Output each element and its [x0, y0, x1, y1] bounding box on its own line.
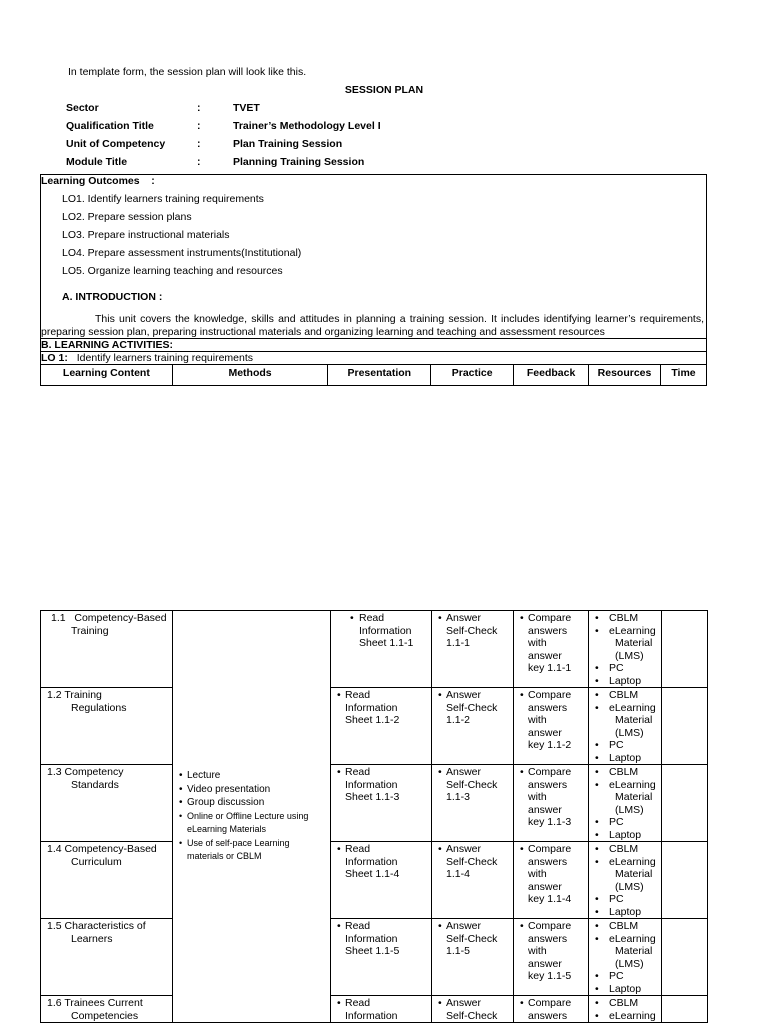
learning-outcomes-heading: Learning Outcomes :	[41, 175, 155, 187]
lo1-label: LO 1:	[41, 352, 68, 364]
col-learning-content: Learning Content	[41, 365, 173, 386]
method-item: • Online or Offline Lecture using eLearning Materials	[179, 810, 326, 837]
meta-colon: :	[197, 156, 201, 168]
meta-colon: :	[197, 120, 201, 132]
presentation-cell: • Read Information Sheet 1.1-5	[331, 919, 432, 996]
col-presentation: Presentation	[328, 365, 431, 386]
meta-value-unit: Plan Training Session	[233, 138, 343, 150]
practice-cell: • Answer Self-Check	[432, 996, 514, 1023]
lo1-text: Identify learners training requirements	[76, 352, 254, 364]
presentation-cell: • Read Information Sheet 1.1-3	[331, 765, 432, 842]
resources-cell: • CBLM • eLearning Material (LMS) • PC • Laptop	[589, 842, 662, 919]
lo-item: LO4. Prepare assessment instruments(Institutional)	[62, 247, 302, 259]
lo1-row	[41, 352, 707, 365]
presentation-cell: • Read Information	[331, 996, 432, 1023]
learning-activities-heading: B. LEARNING ACTIVITIES:	[41, 339, 707, 352]
document-title: SESSION PLAN	[344, 84, 424, 96]
feedback-cell: • Compare answers with answer key 1.1-4	[514, 842, 589, 919]
col-resources: Resources	[589, 365, 661, 386]
time-cell	[662, 919, 708, 996]
meta-value-sector: TVET	[233, 102, 260, 114]
learning-content-cell: 1.2 Training Regulations	[41, 688, 173, 765]
feedback-cell: • Compare answers with answer key 1.1-2	[514, 688, 589, 765]
feedback-cell: • Compare answers with answer key 1.1-1	[514, 611, 589, 688]
learning-content-table	[40, 610, 708, 1023]
methods-cell	[173, 611, 331, 1023]
feedback-cell: • Compare answers	[514, 996, 589, 1023]
session-plan-table	[40, 174, 707, 386]
presentation-cell: • Read Information Sheet 1.1-1	[331, 611, 432, 688]
introduction-text: This unit covers the knowledge, skills and attitudes in planning a training session. It includes identifying learner’s requirements, preparing session plan, preparing instructional materials and organizing learning and teaching and assessment resources	[41, 313, 704, 338]
resources-cell: • CBLM • eLearning Material (LMS) • PC • Laptop	[589, 688, 662, 765]
table-row	[41, 842, 708, 919]
practice-cell: • Answer Self-Check 1.1-3	[432, 765, 514, 842]
method-item: • Lecture	[179, 769, 326, 783]
practice-cell: • Answer Self-Check 1.1-2	[432, 688, 514, 765]
time-cell	[662, 996, 708, 1023]
learning-content-cell: 1.3 Competency Standards	[41, 765, 173, 842]
meta-value-module: Planning Training Session	[233, 156, 365, 168]
lo-item: LO1. Identify learners training requirements	[62, 193, 264, 205]
table-row	[41, 919, 708, 996]
resources-cell: • CBLM • eLearning Material (LMS) • PC • Laptop	[589, 611, 662, 688]
table-row	[41, 996, 708, 1023]
practice-cell: • Answer Self-Check 1.1-5	[432, 919, 514, 996]
lo-item: LO2. Prepare session plans	[62, 211, 192, 223]
col-time: Time	[661, 365, 707, 386]
meta-label-sector: Sector	[66, 102, 99, 114]
time-cell	[662, 611, 708, 688]
meta-label-unit: Unit of Competency	[66, 138, 166, 150]
practice-cell: • Answer Self-Check 1.1-1	[432, 611, 514, 688]
time-cell	[662, 842, 708, 919]
column-header-row	[41, 365, 707, 386]
lo-item: LO3. Prepare instructional materials	[62, 229, 230, 241]
table-row	[41, 611, 708, 688]
method-item: • Group discussion	[179, 796, 326, 810]
resources-cell: • CBLM • eLearning Material (LMS) • PC • Laptop	[589, 919, 662, 996]
presentation-cell: • Read Information Sheet 1.1-4	[331, 842, 432, 919]
practice-cell: • Answer Self-Check 1.1-4	[432, 842, 514, 919]
col-methods: Methods	[172, 365, 328, 386]
feedback-cell: • Compare answers with answer key 1.1-3	[514, 765, 589, 842]
presentation-cell: • Read Information Sheet 1.1-2	[331, 688, 432, 765]
learning-content-cell: 1.6 Trainees Current Competencies	[41, 996, 173, 1023]
time-cell	[662, 688, 708, 765]
resources-cell: • CBLM • eLearning	[589, 996, 662, 1023]
meta-colon: :	[197, 138, 201, 150]
intro-text: In template form, the session plan will look like this.	[68, 66, 307, 78]
resources-cell: • CBLM • eLearning Material (LMS) • PC • Laptop	[589, 765, 662, 842]
meta-label-qualification: Qualification Title	[66, 120, 154, 132]
meta-label-module: Module Title	[66, 156, 128, 168]
learning-outcomes-cell	[41, 175, 707, 339]
method-item: • Use of self-pace Learning materials or CBLM	[179, 837, 326, 864]
meta-colon: :	[197, 102, 201, 114]
method-item: • Video presentation	[179, 783, 326, 797]
introduction-heading: A. INTRODUCTION :	[62, 291, 163, 303]
table-row	[41, 765, 708, 842]
learning-content-cell: 1.4 Competency-Based Curriculum	[41, 842, 173, 919]
learning-content-cell: 1.5 Characteristics of Learners	[41, 919, 173, 996]
meta-value-qualification: Trainer’s Methodology Level I	[233, 120, 381, 132]
col-practice: Practice	[431, 365, 514, 386]
col-feedback: Feedback	[514, 365, 589, 386]
time-cell	[662, 765, 708, 842]
feedback-cell: • Compare answers with answer key 1.1-5	[514, 919, 589, 996]
learning-content-cell: 1.1 Competency-Based Training	[41, 611, 173, 688]
table-row	[41, 688, 708, 765]
lo-item: LO5. Organize learning teaching and resources	[62, 265, 283, 277]
